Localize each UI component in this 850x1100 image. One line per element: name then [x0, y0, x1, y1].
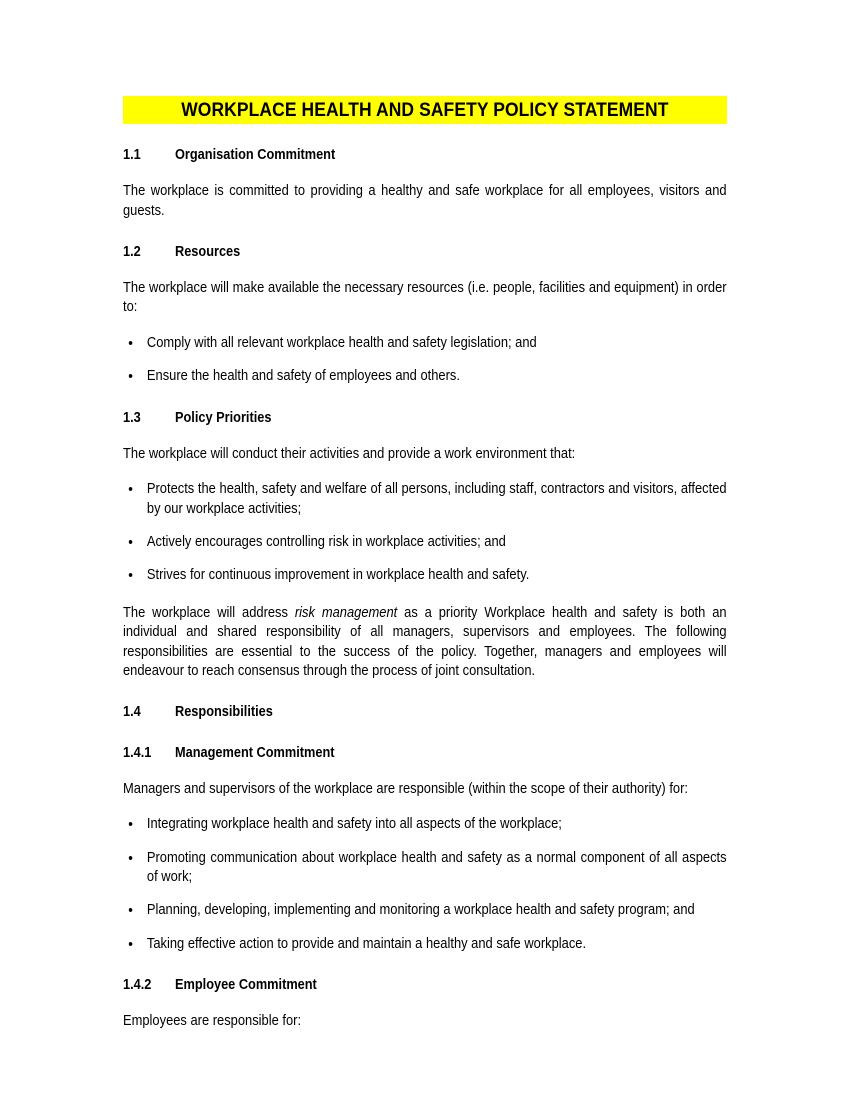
heading-1-4-2-number: 1.4.2 [123, 977, 152, 994]
heading-1-2-text: Resources [175, 243, 241, 260]
list-item [123, 566, 727, 585]
bullet-list-1-4-1 [123, 815, 727, 954]
bullet-icon: • [128, 849, 133, 867]
heading-1-4-number: 1.4 [123, 704, 141, 721]
paragraph-1-1: The workplace is committed to providing a healthy and safe workplace for all employees, visitors and guests. [123, 183, 727, 219]
bullet-icon: • [128, 534, 133, 552]
closing-text-after-italic: as a priority Workplace health and safety is both an individual and shared responsibility of all managers, supervisors and employees. The following responsibilities are essential to the success of the policy. Together, managers and employees will endeavour to reach consensus through the process of joint consultation. [123, 604, 727, 680]
heading-1-1-text: Organisation Commitment [175, 147, 336, 163]
list-item [123, 815, 727, 834]
heading-1-3-number: 1.3 [123, 409, 141, 426]
bullet-icon: • [128, 816, 133, 834]
heading-1-3 [123, 409, 727, 427]
list-item-text: Comply with all relevant workplace health and safety legislation; and [146, 334, 537, 351]
list-item [123, 367, 727, 386]
heading-1-2 [123, 243, 727, 261]
document-content [123, 96, 727, 1032]
bullet-list-1-3 [123, 480, 727, 586]
closing-text-before-italic: The workplace will address [123, 604, 295, 621]
heading-1-4-1-number: 1.4.1 [123, 744, 152, 761]
list-item [123, 849, 727, 888]
closing-text-italic: risk management [294, 604, 398, 621]
heading-1-4-2-text: Employee Commitment [175, 977, 317, 994]
heading-1-2-number: 1.2 [123, 243, 141, 260]
list-item [123, 935, 727, 954]
bullet-icon: • [128, 334, 133, 352]
paragraph-1-3-closing [123, 604, 727, 682]
bullet-list-1-2 [123, 334, 727, 387]
list-item-text: Promoting communication about workplace health and safety as a normal component of all aspects of work; [146, 849, 727, 885]
bullet-icon: • [128, 902, 133, 920]
bullet-icon: • [128, 567, 133, 585]
list-item [123, 480, 727, 519]
bullet-icon: • [128, 481, 133, 499]
heading-1-4-text: Responsibilities [175, 704, 273, 721]
heading-1-1-number: 1.1 [123, 147, 141, 163]
list-item-text: Protects the health, safety and welfare of all persons, including staff, contractors and visitors, affected by our workplace activities; [146, 481, 727, 517]
document-title-banner [123, 96, 727, 124]
list-item [123, 533, 727, 552]
paragraph-1-4-1: Managers and supervisors of the workplace are responsible (within the scope of their authority) for: [123, 780, 688, 797]
heading-1-4-1 [123, 744, 727, 762]
heading-1-4 [123, 703, 727, 721]
list-item-text: Strives for continuous improvement in workplace health and safety. [146, 567, 530, 584]
heading-1-4-1-text: Management Commitment [175, 744, 335, 761]
list-item [123, 901, 727, 920]
page-title: WORKPLACE HEALTH AND SAFETY POLICY STATEMENT [181, 99, 669, 121]
heading-1-3-text: Policy Priorities [175, 409, 272, 426]
heading-1-1 [123, 146, 727, 164]
list-item-text: Integrating workplace health and safety into all aspects of the workplace; [146, 816, 562, 833]
paragraph-1-4-2: Employees are responsible for: [123, 1013, 302, 1030]
list-item-text: Ensure the health and safety of employees and others. [146, 368, 460, 385]
list-item-text: Taking effective action to provide and maintain a healthy and safe workplace. [146, 935, 587, 952]
list-item-text: Planning, developing, implementing and monitoring a workplace health and safety program; and [146, 902, 695, 919]
bullet-icon: • [128, 368, 133, 386]
heading-1-4-2 [123, 976, 727, 994]
bullet-icon: • [128, 935, 133, 953]
list-item [123, 334, 727, 353]
paragraph-1-2: The workplace will make available the necessary resources (i.e. people, facilities and equipment) in order to: [123, 280, 727, 316]
paragraph-1-3: The workplace will conduct their activities and provide a work environment that: [123, 445, 576, 462]
list-item-text: Actively encourages controlling risk in workplace activities; and [146, 534, 506, 551]
